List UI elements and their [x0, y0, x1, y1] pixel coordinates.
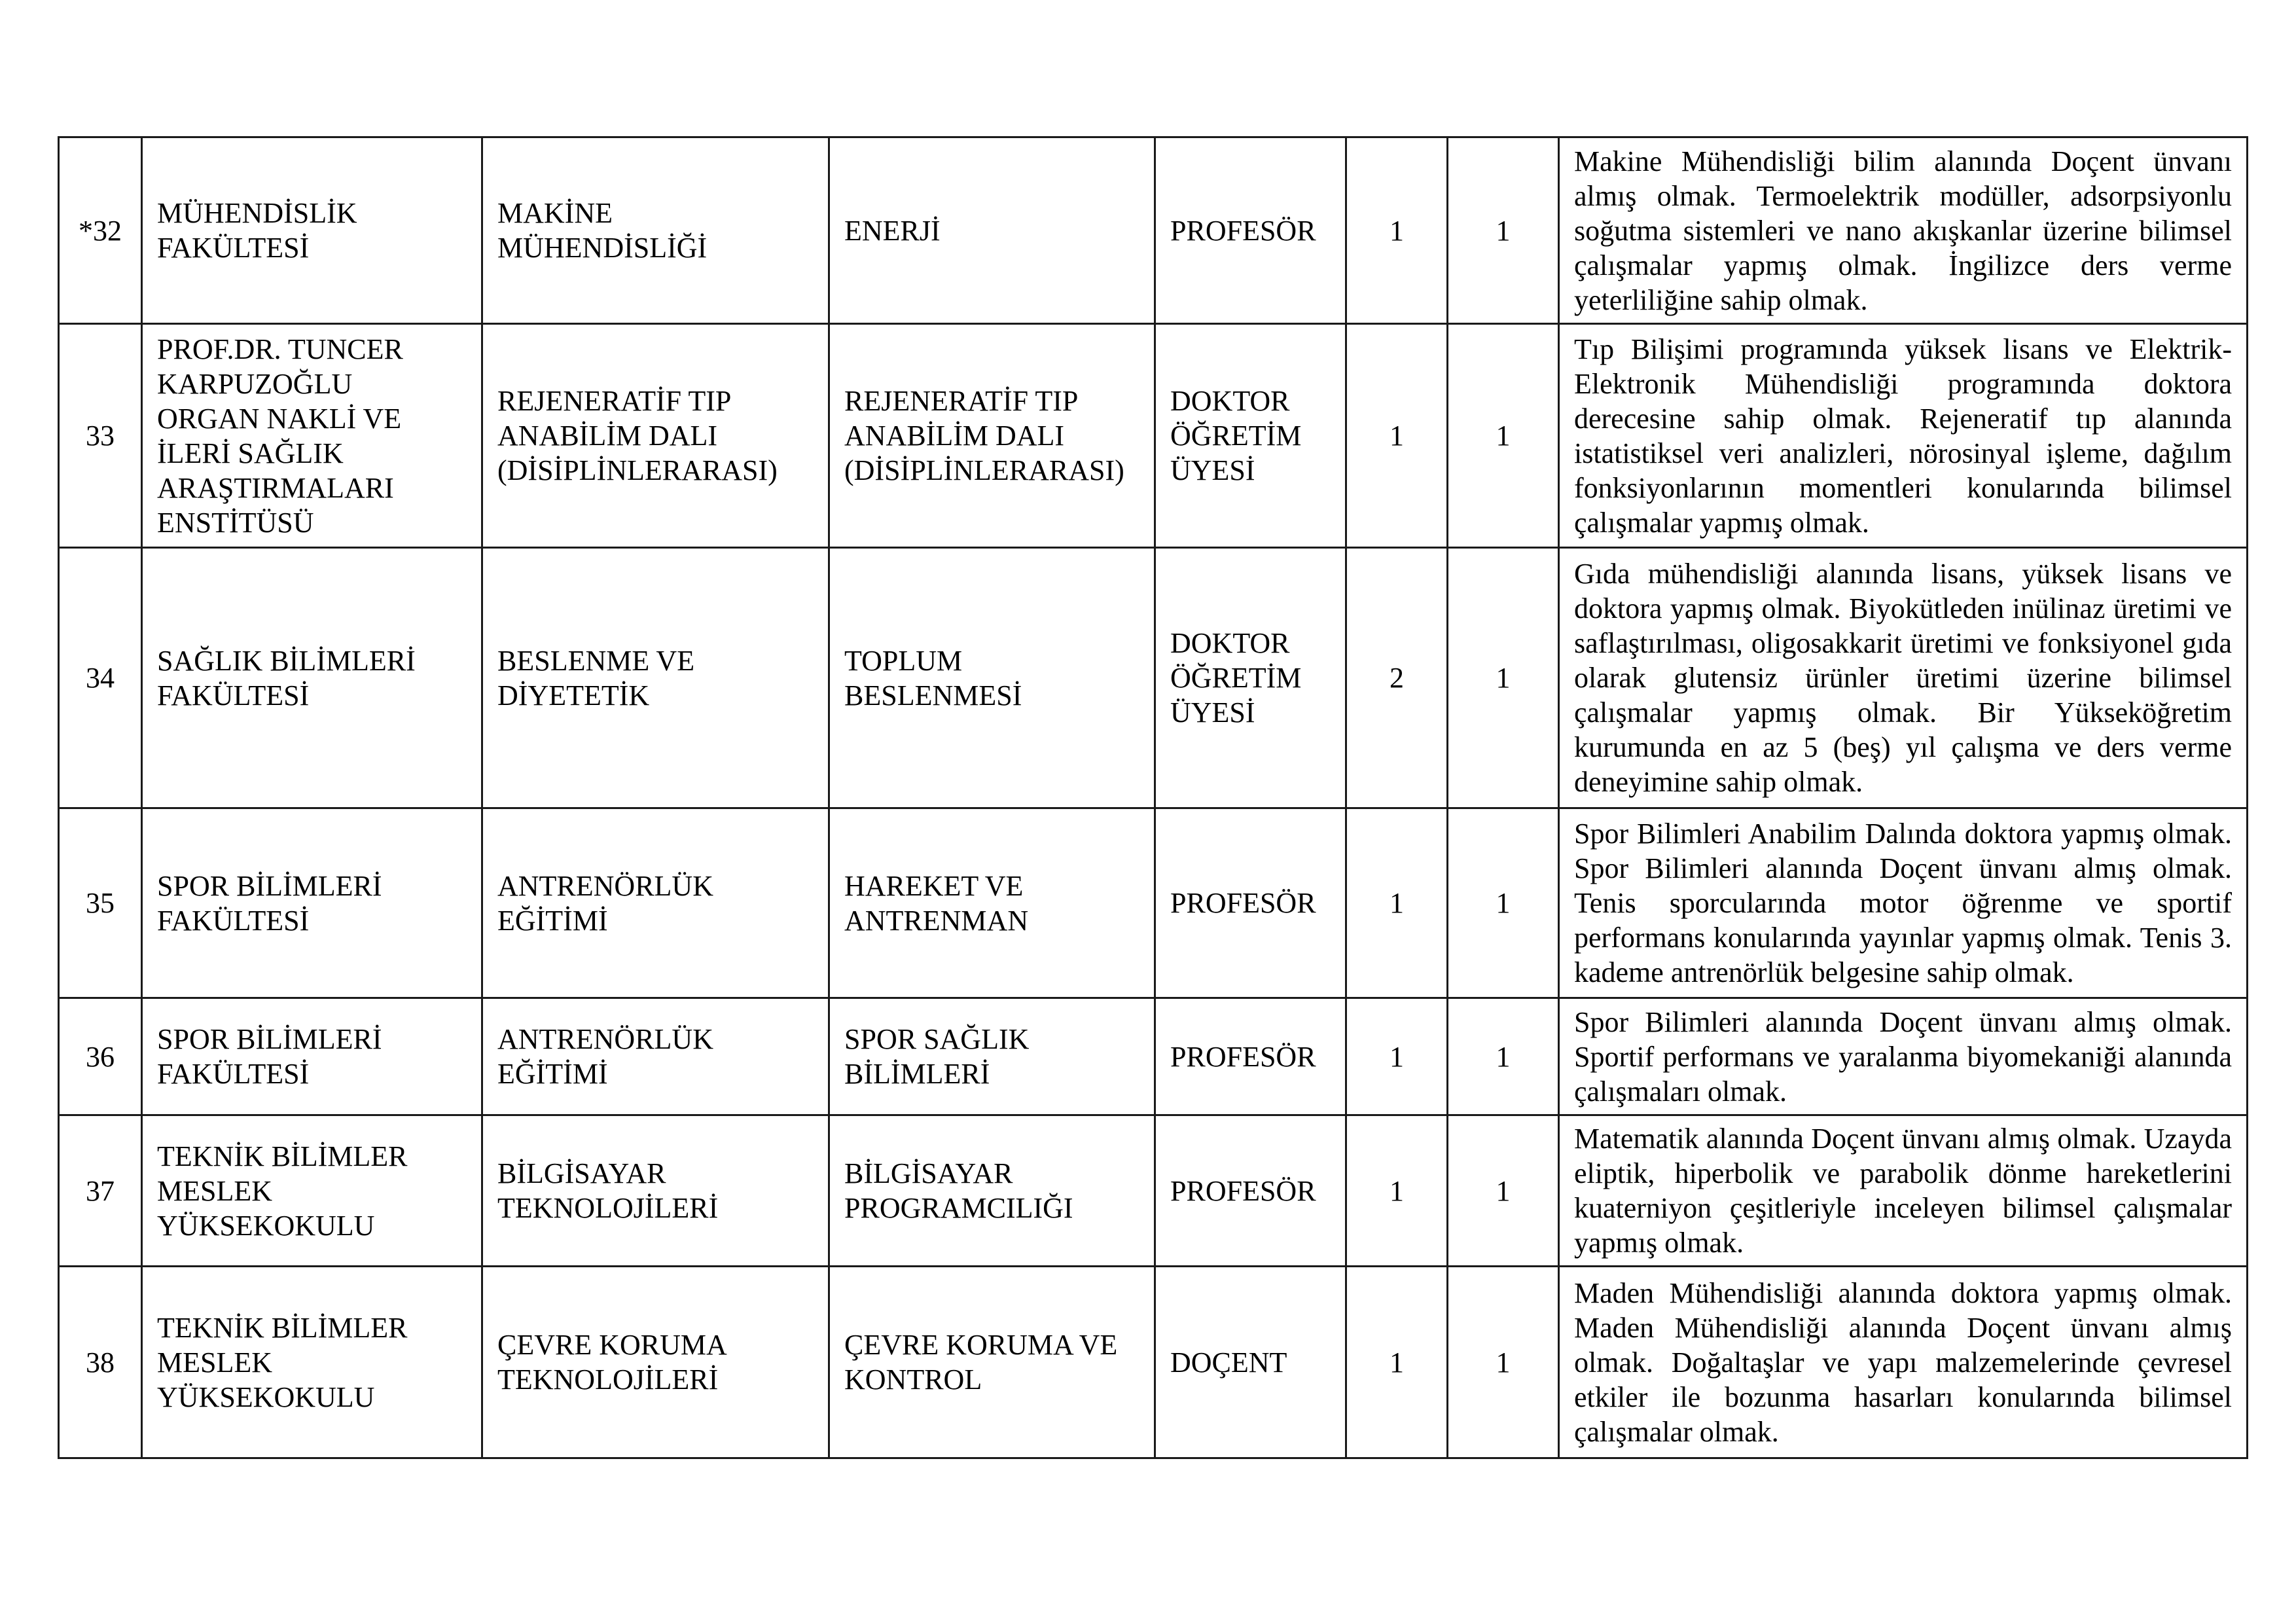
table-row: [59, 808, 2248, 998]
department-cell: ÇEVRE KORUMA TEKNOLOJİLERİ: [482, 1267, 829, 1458]
program-cell: HAREKET VE ANTRENMAN: [829, 808, 1155, 998]
unit-cell: PROF.DR. TUNCER KARPUZOĞLU ORGAN NAKLİ VE İLERİ SAĞLIK ARAŞTIRMALARI ENSTİTÜSÜ: [142, 324, 482, 548]
department-cell: REJENERATİF TIP ANABİLİM DALI (DİSİPLİNLERARASI): [482, 324, 829, 548]
program-cell: REJENERATİF TIP ANABİLİM DALI (DİSİPLİNLERARASI): [829, 324, 1155, 548]
program-cell: ÇEVRE KORUMA VE KONTROL: [829, 1267, 1155, 1458]
department-cell: ANTRENÖRLÜK EĞİTİMİ: [482, 998, 829, 1115]
row-number: 33: [59, 324, 142, 548]
program-cell: BİLGİSAYAR PROGRAMCILIĞI: [829, 1115, 1155, 1267]
count-cell: 1: [1448, 808, 1559, 998]
title-cell: DOÇENT: [1155, 1267, 1346, 1458]
degree-cell: 2: [1346, 548, 1448, 808]
row-number: 34: [59, 548, 142, 808]
program-cell: TOPLUM BESLENMESİ: [829, 548, 1155, 808]
table-row: [59, 548, 2248, 808]
count-cell: 1: [1448, 548, 1559, 808]
degree-cell: 1: [1346, 998, 1448, 1115]
degree-cell: 1: [1346, 324, 1448, 548]
count-cell: 1: [1448, 998, 1559, 1115]
program-cell: ENERJİ: [829, 137, 1155, 324]
unit-cell: TEKNİK BİLİMLER MESLEK YÜKSEKOKULU: [142, 1115, 482, 1267]
degree-cell: 1: [1346, 808, 1448, 998]
title-cell: PROFESÖR: [1155, 137, 1346, 324]
row-number: 36: [59, 998, 142, 1115]
program-cell: SPOR SAĞLIK BİLİMLERİ: [829, 998, 1155, 1115]
unit-cell: SPOR BİLİMLERİ FAKÜLTESİ: [142, 998, 482, 1115]
count-cell: 1: [1448, 1115, 1559, 1267]
title-cell: DOKTOR ÖĞRETİM ÜYESİ: [1155, 324, 1346, 548]
title-cell: PROFESÖR: [1155, 1115, 1346, 1267]
count-cell: 1: [1448, 324, 1559, 548]
requirements-cell: Matematik alanında Doçent ünvanı almış olmak. Uzayda eliptik, hiperbolik ve parabolik dönme hareketlerini kuaterniyon çeşitleriyle inceleyen bilimsel çalışmalar yapmış olmak.: [1559, 1115, 2248, 1267]
unit-cell: TEKNİK BİLİMLER MESLEK YÜKSEKOKULU: [142, 1267, 482, 1458]
table-row: [59, 1115, 2248, 1267]
department-cell: BİLGİSAYAR TEKNOLOJİLERİ: [482, 1115, 829, 1267]
degree-cell: 1: [1346, 1267, 1448, 1458]
row-number: *32: [59, 137, 142, 324]
row-number: 37: [59, 1115, 142, 1267]
title-cell: PROFESÖR: [1155, 998, 1346, 1115]
row-number: 38: [59, 1267, 142, 1458]
table-row: [59, 324, 2248, 548]
row-number: 35: [59, 808, 142, 998]
degree-cell: 1: [1346, 137, 1448, 324]
requirements-cell: Spor Bilimleri alanında Doçent ünvanı almış olmak. Sportif performans ve yaralanma biyomekaniği alanında çalışmaları olmak.: [1559, 998, 2248, 1115]
table-row: [59, 998, 2248, 1115]
title-cell: DOKTOR ÖĞRETİM ÜYESİ: [1155, 548, 1346, 808]
requirements-cell: Tıp Bilişimi programında yüksek lisans ve Elektrik-Elektronik Mühendisliği programında doktora derecesine sahip olmak. Rejeneratif tıp alanında istatistiksel veri analizleri, nörosinyal işleme, dağılım fonksiyonlarının momentleri konularında bilimsel çalışmalar yapmış olmak.: [1559, 324, 2248, 548]
title-cell: PROFESÖR: [1155, 808, 1346, 998]
faculty-positions-table: [58, 136, 2248, 1459]
requirements-cell: Spor Bilimleri Anabilim Dalında doktora yapmış olmak. Spor Bilimleri alanında Doçent ünvanı almış olmak. Tenis sporcularında motor öğrenme ve sportif performans konularında yayınlar yapmış olmak. Tenis 3. kademe antrenörlük belgesine sahip olmak.: [1559, 808, 2248, 998]
table-row: [59, 1267, 2248, 1458]
unit-cell: SAĞLIK BİLİMLERİ FAKÜLTESİ: [142, 548, 482, 808]
requirements-cell: Maden Mühendisliği alanında doktora yapmış olmak. Maden Mühendisliği alanında Doçent ünvanı almış olmak. Doğaltaşlar ve yapı malzemelerinde çevresel etkiler ile bozunma hasarları konularında bilimsel çalışmalar olmak.: [1559, 1267, 2248, 1458]
department-cell: ANTRENÖRLÜK EĞİTİMİ: [482, 808, 829, 998]
table-row: [59, 137, 2248, 324]
requirements-cell: Gıda mühendisliği alanında lisans, yüksek lisans ve doktora yapmış olmak. Biyokütleden inülinaz üretimi ve saflaştırılması, oligosakkarit üretimi ve fonksiyonel gıda olarak glutensiz ürünler üretimi üzerine bilimsel çalışmalar yapmış olmak. Bir Yükseköğretim kurumunda en az 5 (beş) yıl çalışma ve ders verme deneyimine sahip olmak.: [1559, 548, 2248, 808]
department-cell: BESLENME VE DİYETETİK: [482, 548, 829, 808]
degree-cell: 1: [1346, 1115, 1448, 1267]
count-cell: 1: [1448, 1267, 1559, 1458]
count-cell: 1: [1448, 137, 1559, 324]
department-cell: MAKİNE MÜHENDİSLİĞİ: [482, 137, 829, 324]
requirements-cell: Makine Mühendisliği bilim alanında Doçent ünvanı almış olmak. Termoelektrik modüller, adsorpsiyonlu soğutma sistemleri ve nano akışkanlar üzerine bilimsel çalışmalar yapmış olmak. İngilizce ders verme yeterliliğine sahip olmak.: [1559, 137, 2248, 324]
unit-cell: SPOR BİLİMLERİ FAKÜLTESİ: [142, 808, 482, 998]
unit-cell: MÜHENDİSLİK FAKÜLTESİ: [142, 137, 482, 324]
